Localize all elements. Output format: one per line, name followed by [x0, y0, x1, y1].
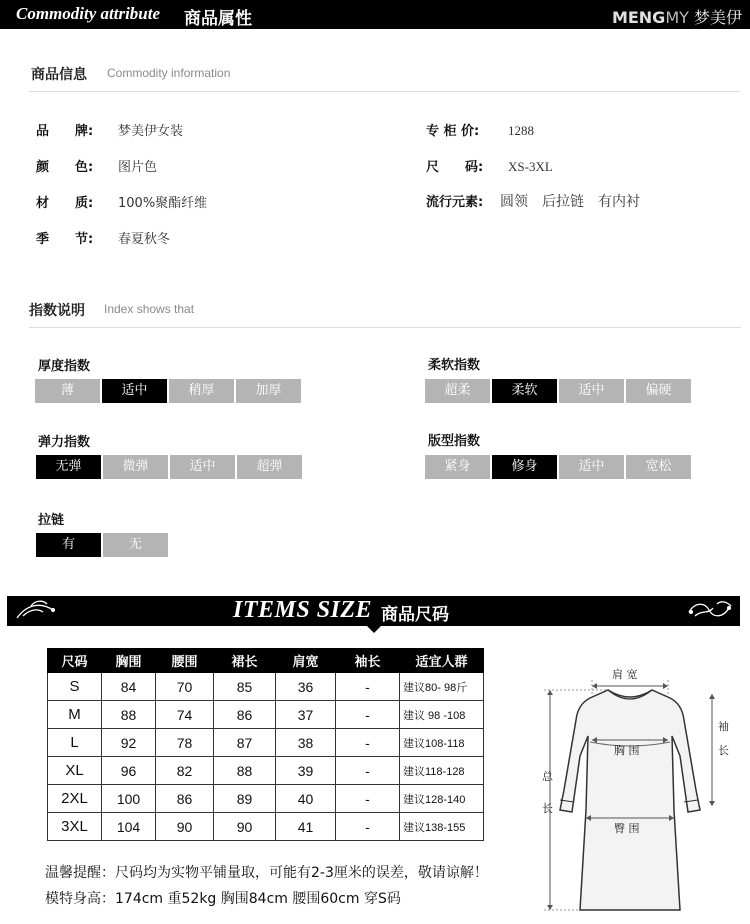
model-info: 模特身高：174cm 重52kg 胸围84cm 腰围60cm 穿S码 — [45, 891, 401, 907]
attr-material: 材 质: 100%聚酯纤维 — [36, 196, 208, 211]
label-hip: 臀 围 — [614, 822, 640, 835]
banner-title-en: ITEMS SIZE — [233, 597, 373, 623]
softness-options — [425, 379, 691, 403]
thickness-options — [35, 379, 301, 403]
zipper-option-selected: 有 — [36, 533, 101, 557]
label-length-2: 长 — [542, 802, 553, 815]
info-heading-en: Commodity information — [107, 66, 231, 80]
size-note: 温馨提醒：尺码均为实物平铺量取，可能有2-3厘米的误差，敬请谅解！ — [45, 865, 488, 881]
attr-season: 季 节: 春夏秋冬 — [36, 232, 171, 247]
elasticity-option: 超弹 — [237, 455, 302, 479]
fit-option: 宽松 — [626, 455, 691, 479]
col-header: 裙长 — [214, 649, 276, 673]
thickness-title: 厚度指数 — [38, 359, 91, 374]
label-sleeve-2: 长 — [718, 744, 729, 757]
info-section-heading — [29, 56, 741, 92]
elasticity-title: 弹力指数 — [38, 435, 91, 450]
header-title-cn: 商品属性 — [184, 9, 252, 29]
index-heading-cn: 指数说明 — [29, 303, 85, 319]
table-row: 3XL 104 90 90 41 - 建议138-155 — [48, 813, 484, 841]
elasticity-option: 微弹 — [103, 455, 168, 479]
col-header: 胸围 — [102, 649, 156, 673]
header-bar — [0, 0, 750, 29]
col-header: 适宜人群 — [400, 649, 484, 673]
col-header: 肩宽 — [276, 649, 336, 673]
softness-option-selected: 柔软 — [492, 379, 557, 403]
table-row: 2XL 100 86 89 40 - 建议128-140 — [48, 785, 484, 813]
size-table — [47, 648, 484, 841]
attr-style-elements: 流行元素: 圆领 后拉链 有内衬 — [426, 194, 640, 210]
attr-price: 专 柜 价: 1288 — [426, 123, 534, 139]
index-section-heading — [29, 292, 741, 328]
dress-outline-icon — [530, 660, 740, 920]
items-size-banner — [7, 596, 740, 626]
table-row: XL 96 82 88 39 - 建议118-128 — [48, 757, 484, 785]
fit-option-selected: 修身 — [492, 455, 557, 479]
table-row: M 88 74 86 37 - 建议 98 -108 — [48, 701, 484, 729]
zipper-title: 拉链 — [38, 513, 65, 528]
thickness-option: 稍厚 — [169, 379, 234, 403]
attr-size: 尺 码: XS-3XL — [426, 159, 553, 175]
softness-option: 偏硬 — [626, 379, 691, 403]
info-heading-cn: 商品信息 — [31, 67, 87, 83]
label-shoulder: 肩 宽 — [612, 668, 638, 681]
fit-option: 紧身 — [425, 455, 490, 479]
col-header: 袖长 — [336, 649, 400, 673]
softness-option: 超柔 — [425, 379, 490, 403]
fit-title: 版型指数 — [428, 434, 481, 449]
thickness-option: 薄 — [35, 379, 100, 403]
zipper-option: 无 — [103, 533, 168, 557]
elasticity-options — [36, 455, 302, 479]
attr-color: 颜 色: 图片色 — [36, 160, 158, 175]
index-heading-en: Index shows that — [104, 302, 195, 316]
thickness-option: 加厚 — [236, 379, 301, 403]
label-length-1: 总 — [542, 770, 553, 783]
zipper-options — [36, 533, 168, 557]
fit-option: 适中 — [559, 455, 624, 479]
thickness-option-selected: 适中 — [102, 379, 167, 403]
col-header: 腰围 — [156, 649, 214, 673]
softness-title: 柔软指数 — [428, 358, 481, 373]
table-row: S 84 70 85 36 - 建议80- 98斤 — [48, 673, 484, 701]
flourish-left-icon — [13, 596, 59, 626]
brand-logo: MENGMY 梦美伊 — [611, 8, 742, 27]
col-header: 尺码 — [48, 649, 102, 673]
size-table-header — [48, 649, 484, 673]
banner-notch — [367, 626, 381, 633]
elasticity-option-selected: 无弹 — [36, 455, 101, 479]
dress-measurement-diagram — [530, 660, 740, 920]
flourish-right-icon — [683, 596, 737, 626]
elasticity-option: 适中 — [170, 455, 235, 479]
label-chest: 胸 围 — [614, 744, 640, 757]
attr-brand: 品 牌: 梦美伊女装 — [36, 124, 184, 139]
table-row: L 92 78 87 38 - 建议108-118 — [48, 729, 484, 757]
header-title-en: Commodity attribute — [16, 4, 161, 23]
banner-title-cn: 商品尺码 — [381, 605, 449, 625]
softness-option: 适中 — [559, 379, 624, 403]
label-sleeve-1: 袖 — [718, 720, 729, 733]
fit-options — [425, 455, 691, 479]
